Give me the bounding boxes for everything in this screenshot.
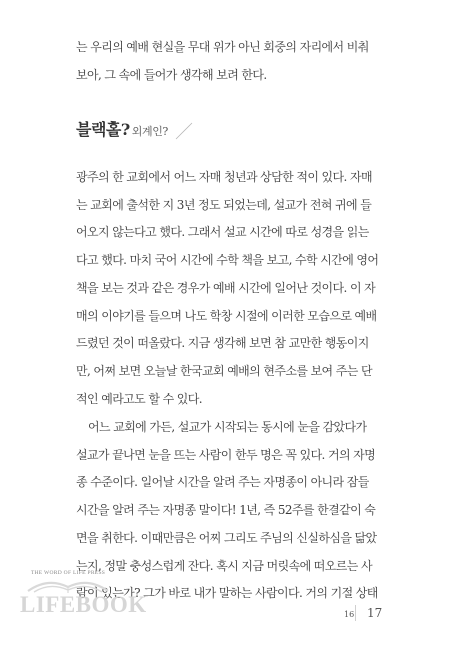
slash-divider-icon bbox=[174, 121, 194, 141]
text-line: 만, 어쩌 보면 오늘날 한국교회 예배의 현주소를 보여 주는 단 bbox=[76, 363, 372, 378]
text-line: 시간을 알려 주는 자명종 말이다! 1년, 즉 52주를 한결같이 숙 bbox=[76, 503, 376, 518]
section-heading-main: 블랙홀? bbox=[76, 120, 130, 139]
text-line: 는 교회에 출석한 지 3년 정도 되었는데, 설교가 전혀 귀에 들 bbox=[76, 197, 372, 212]
section-heading bbox=[76, 117, 168, 141]
text-line: 종 수준이다. 일어날 시간을 알려 주는 자명종이 아니라 잠들 bbox=[76, 475, 369, 490]
text-line: 보아, 그 속에 들어가 생각해 보려 한다. bbox=[76, 67, 267, 82]
intro-paragraph bbox=[76, 34, 381, 89]
text-line: 다고 했다. 마치 국어 시간에 수학 책을 보고, 수학 시간에 영어 bbox=[76, 253, 379, 268]
page-number-right: 17 bbox=[367, 606, 383, 620]
page-number-divider bbox=[355, 605, 356, 621]
text-line: 책을 보는 것과 같은 경우가 예배 시간에 일어난 것이다. 이 자 bbox=[76, 280, 376, 295]
section-heading-sub: 외계인? bbox=[131, 125, 168, 138]
logo-tagline: THE WORD OF LIFE PRESS bbox=[30, 570, 106, 576]
logo-wordmark: LIFEBOOK bbox=[20, 592, 147, 617]
text-line: 드렸던 것이 떠올랐다. 지금 생각해 보면 참 교만한 행동이지 bbox=[76, 336, 369, 351]
body-paragraph-2 bbox=[76, 414, 381, 608]
text-line: 는지, 정말 충성스럽게 잔다. 혹시 지금 머릿속에 떠오르는 사 bbox=[76, 558, 372, 573]
text-line: 광주의 한 교회에서 어느 자매 청년과 상담한 적이 있다. 자매 bbox=[76, 170, 372, 184]
text-line: 는 우리의 예배 현실을 무대 위가 아닌 회중의 자리에서 비춰 bbox=[76, 40, 369, 54]
publisher-logo bbox=[20, 570, 147, 622]
text-line: 적인 예라고도 할 수 있다. bbox=[76, 391, 202, 406]
page-number-left: 16 bbox=[344, 610, 355, 619]
text-line: 면을 취한다. 이때만큼은 어찌 그리도 주님의 신실하심을 닮았 bbox=[76, 530, 377, 545]
text-line: 설교가 끝나면 눈을 뜨는 사람이 한두 명은 꼭 있다. 거의 자명 bbox=[76, 447, 376, 462]
text-line: 어오지 않는다고 했다. 그래서 설교 시간에 따로 성경을 읽는 bbox=[76, 225, 369, 240]
text-line: 어느 교회에 가든, 설교가 시작되는 동시에 눈을 감았다가 bbox=[88, 420, 367, 434]
text-line: 람이 있는가? 그가 바로 내가 말하는 사람이다. 거의 기절 상태 bbox=[76, 586, 378, 601]
text-line: 매의 이야기를 들으며 나도 학창 시절에 이러한 모습으로 예배 bbox=[76, 308, 377, 323]
body-paragraph-1 bbox=[76, 164, 381, 413]
